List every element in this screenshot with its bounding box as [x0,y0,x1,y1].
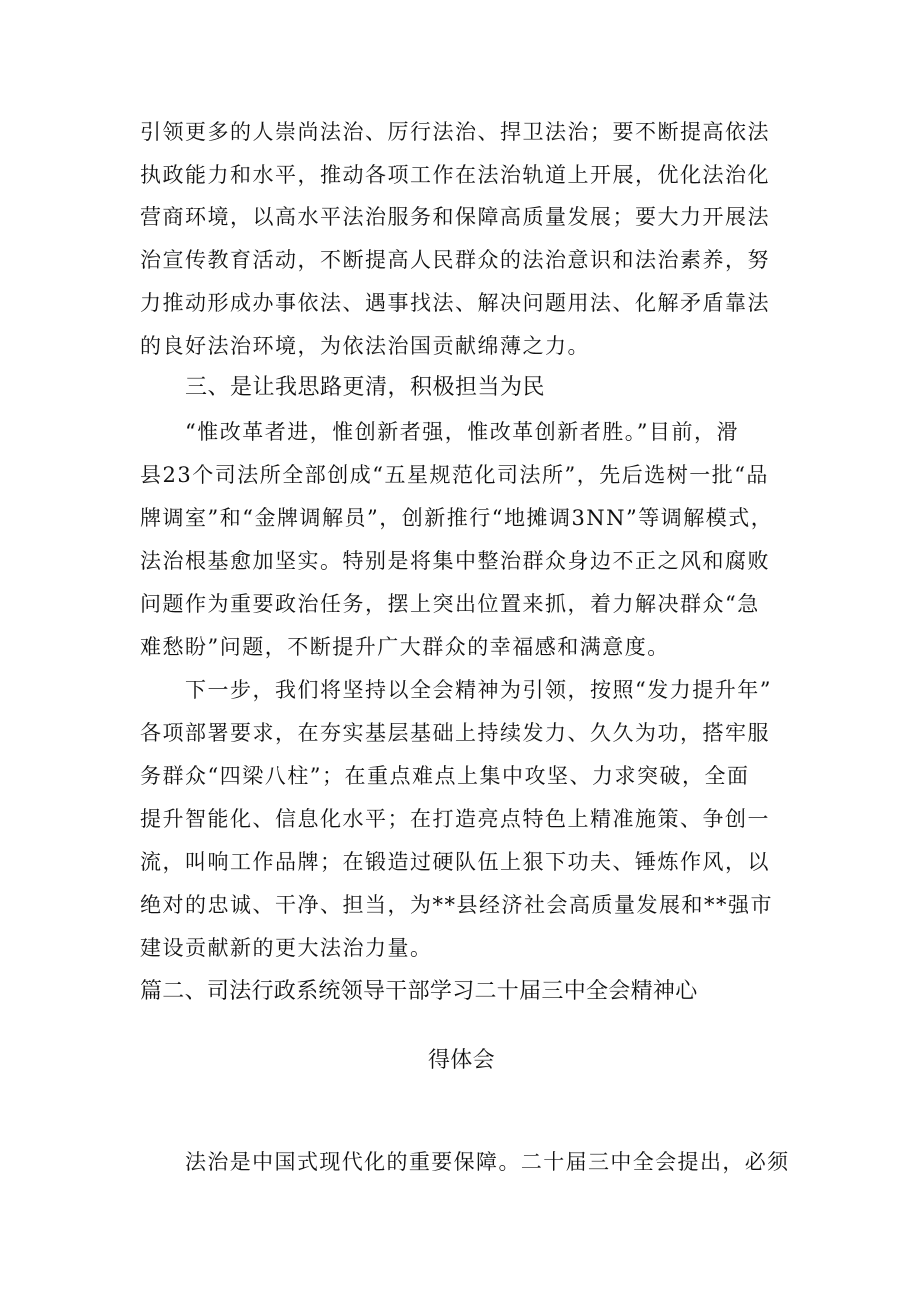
paragraph-2-line-2: 县23个司法所全部创成“五星规范化司法所”，先后选树一批“品 [140,463,769,487]
paragraph-3-line-5: 流，叫响工作品牌；在锻造过硬队伍上狠下功夫、锤炼作风，以 [140,850,770,874]
paragraph-3-line-4: 提升智能化、信息化水平；在打造亮点特色上精准施策、争创一 [140,807,770,831]
paragraph-2-line-3: 牌调室”和“金牌调解员”，创新推行“地摊调3NN”等调解模式， [140,506,774,530]
paragraph-1-line-4: 治宣传教育活动，不断提高人民群众的法治意识和法治素养，努 [140,248,770,272]
paragraph-1-line-6: 的良好法治环境，为依法治国贡献绵薄之力。 [140,334,590,358]
paragraph-1-line-2: 执政能力和水平，推动各项工作在法治轨道上开展，优化法治化 [140,163,770,187]
paragraph-2-line-5: 问题作为重要政治任务，摆上突出位置来抓，着力解决群众“急 [140,592,760,616]
paragraph-1-line-1: 引领更多的人崇尚法治、厉行法治、捍卫法治；要不断提高依法 [140,120,770,144]
article-title-line-2: 得体会 [428,1048,495,1073]
paragraph-2-line-1: “惟改革者进，惟创新者强，惟改革创新者胜。”目前，滑 [185,420,739,444]
paragraph-1-line-5: 力推动形成办事依法、遇事找法、解决问题用法、化解矛盾靠法 [140,291,770,315]
paragraph-2-line-4: 法治根基愈加坚实。特别是将集中整治群众身边不正之风和腐败 [140,549,770,573]
section-heading: 三、是让我思路更清，积极担当为民 [185,375,546,400]
paragraph-3-line-7: 建设贡献新的更大法治力量。 [140,936,433,960]
article-title-line-1: 篇二、司法行政系统领导干部学习二十届三中全会精神心 [140,979,698,1004]
paragraph-3-line-6: 绝对的忠诚、干净、担当，为**县经济社会高质量发展和**强市 [140,893,773,917]
paragraph-3-line-1: 下一步，我们将坚持以全会精神为引领，按照“发力提升年” [185,678,772,702]
paragraph-1-line-3: 营商环境，以高水平法治服务和保障高质量发展；要大力开展法 [140,205,770,229]
paragraph-3-line-3: 务群众“四梁八柱”；在重点难点上集中攻坚、力求突破，全面 [140,764,750,788]
paragraph-2-line-6: 难愁盼”问题，不断提升广大群众的幸福感和满意度。 [140,635,670,659]
paragraph-4-line-1: 法治是中国式现代化的重要保障。二十届三中全会提出，必须 [185,1150,790,1174]
paragraph-3-line-2: 各项部署要求，在夯实基层基础上持续发力、久久为功，搭牢服 [140,721,770,745]
